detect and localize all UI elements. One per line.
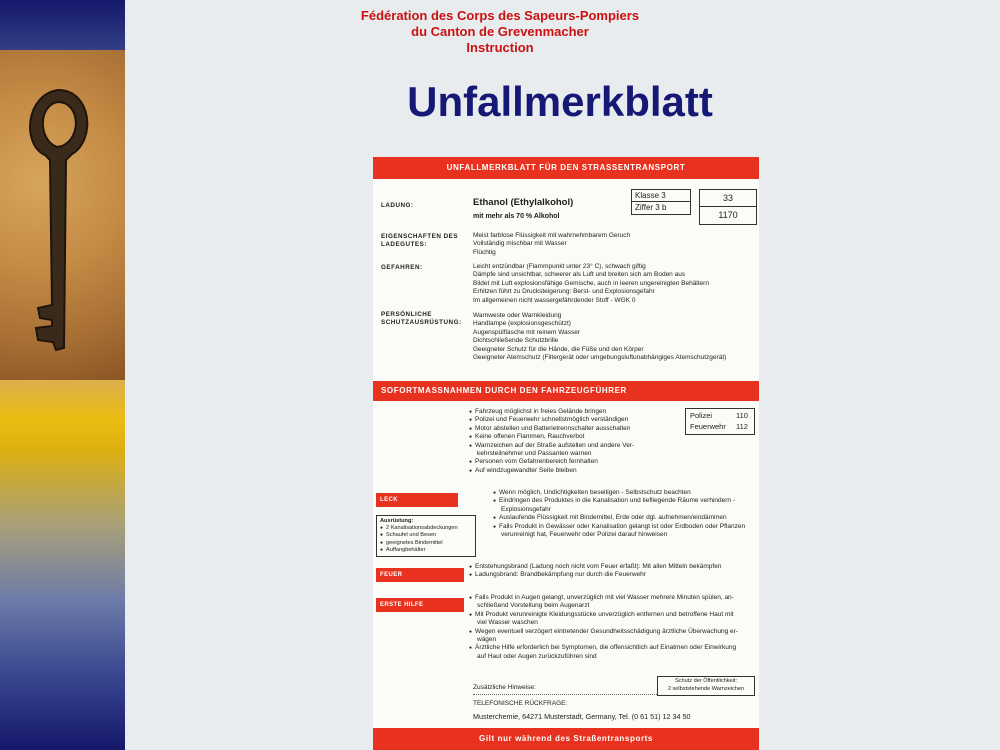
psa-label-2: SCHUTZAUSRÜSTUNG: (381, 319, 462, 326)
hilfe-line: ● Mit Produkt verunreinigte Kleidungsstücke unverzüglich entfernen und betroffene Haut mit (469, 611, 738, 619)
psa-line: Warnweste oder Warnkleidung (473, 312, 562, 319)
emergency-numbers-box (685, 408, 755, 435)
eig-line: Vollständig mischbar mit Wasser (473, 240, 567, 248)
gef-line: Erhitzen führt zu Drucksteigerung: Berst- und Explosionsgefahr (473, 288, 655, 296)
gef-label: GEFAHREN: (381, 264, 423, 271)
sofort-line: ● Auf windzugewandter Seite bleiben (469, 467, 634, 475)
sofort-line: ● Fahrzeug möglichst in freies Gelände bringen (469, 408, 634, 416)
psa-label-1: PERSÖNLICHE (381, 311, 432, 318)
schutz-box (657, 676, 755, 696)
leck-line: ● Eindringen des Produktes in die Kanalisation und tiefliegende Räume verhindern - (493, 497, 745, 505)
key-photo (0, 50, 125, 380)
psa-line: Handlampe (explosionsgeschützt) (473, 320, 571, 328)
feuerwehr-label: Feuerwehr (690, 422, 726, 431)
hilfe-line: wägen (477, 636, 497, 644)
sheet-band-top: UNFALLMERKBLATT FÜR DEN STRASSENTRANSPORT (373, 157, 759, 179)
hazard-number: 33 (722, 193, 733, 203)
polizei-label: Polizei (690, 411, 713, 420)
federation-line-1: Fédération des Corps des Sapeurs-Pompiers (360, 8, 640, 23)
psa-line: Geeigneter Schutz für die Hände, die Füße und den Körper (473, 345, 644, 353)
hilfe-line: auf Haut oder Augen zurückzuführen sind (477, 652, 597, 660)
psa-line: Dichtschließende Schutzbrille (473, 337, 559, 345)
eig-line: Meist farblose Flüssigkeit mit wahrnehmbarem Geruch (473, 232, 631, 239)
ausruestung-line: ● geeignetes Bindemittel (380, 540, 458, 547)
hilfe-line: ● Falls Produkt in Augen gelangt, unverzüglich mit viel Wasser mehrere Minuten spülen, an- (469, 594, 738, 602)
hilfe-line: viel Wasser waschen (477, 619, 538, 627)
tel-label: TELEFONISCHE RÜCKFRAGE: (473, 700, 568, 707)
sofort-line: ● Personen vom Gefahrenbereich fernhalten (469, 458, 634, 466)
eig-label-2: LADEGUTES: (381, 241, 427, 248)
gef-line: Im allgemeinen nicht wassergefährdender Stoff - WGK 0 (473, 296, 636, 304)
leck-line: Explosionsgefahr (501, 505, 551, 513)
ausruestung-title: Ausrüstung: (380, 518, 414, 524)
feuer-line: ● Ladungsbrand: Brandbekämpfung nur durch die Feuerwehr (469, 571, 721, 579)
polizei-number: 110 (736, 411, 748, 420)
ladung-sub: mit mehr als 70 % Alkohol (473, 213, 560, 220)
sofort-line: ● Polizei und Feuerwehr schnellstmöglich verständigen (469, 416, 634, 424)
hilfe-line: ● Ärztliche Hilfe erforderlich bei Symptomen, die offensichtlich auf Einatmen oder Einwirkung (469, 644, 738, 652)
gef-line: Bildet mit Luft explosionsfähige Gemische, auch in leeren ungereinigten Behältern (473, 279, 709, 287)
eig-label-1: EIGENSCHAFTEN DES (381, 233, 459, 240)
feuer-line: ● Entstehungsbrand (Ladung noch nicht vom Feuer erfaßt): Mit allen Mitteln bekämpfen (469, 563, 721, 571)
sofort-line: ● Keine offenen Flammen, Rauchverbot (469, 433, 634, 441)
key-icon (0, 50, 125, 380)
ladung-label: LADUNG: (381, 202, 414, 209)
un-number: 1170 (718, 210, 738, 220)
sheet-band-mid: SOFORTMASSNAHMEN DURCH DEN FAHRZEUGFÜHRER (373, 381, 759, 401)
hilfe-line: ● Wegen eventuell verzögert eintretender Gesundheitsschädigung ärztliche Überwachung er- (469, 628, 738, 636)
sofort-line: kehrsteilnehmer und Passanten warnen (477, 450, 592, 458)
klasse-text: Klasse 3 (635, 191, 666, 200)
schutz-line-1: Schutz der Öffentlichkeit: (674, 678, 738, 684)
gef-line: Dämpfe sind unsichtbar, schwerer als Luft und breiten sich am Boden aus (473, 271, 686, 279)
ziffer-text: Ziffer 3 b (635, 203, 667, 212)
federation-line-3: Instruction (466, 40, 534, 55)
psa-line: Geeigneter Atemschutz (Filtergerät oder umgebungsluftunabhängiges Atemschutzgerät) (473, 354, 727, 362)
class-box (631, 189, 691, 215)
sofort-line: ● Warnzeichen auf der Straße aufstellen und andere Ver- (469, 442, 634, 450)
sheet-band-bottom: Gilt nur während des Straßentransports (373, 728, 759, 750)
erste-hilfe-label: ERSTE HILFE (376, 598, 464, 612)
ausruestung-line: ● 2 Kanalisationsabdeckungen (380, 525, 458, 532)
eig-line: Flüchtig (473, 248, 496, 256)
ausruestung-line: ● Auffangbehälter (380, 547, 458, 554)
gef-line: Leicht entzündbar (Flammpunkt unter 23° C), schwach giftig (473, 263, 646, 270)
hilfe-line: schließend Vorstellung beim Augenarzt (477, 602, 590, 610)
federation-line-2: du Canton de Grevenmacher (411, 24, 589, 39)
psa-line: Augenspülflasche mit reinem Wasser (473, 328, 581, 336)
leck-line: ● Falls Produkt in Gewässer oder Kanalisation gelangt ist oder Erdboden oder Pflanzen (493, 523, 745, 531)
feuer-label: FEUER (376, 568, 464, 582)
tel-line: Musterchemie, 64271 Musterstadt, Germany, Tel. (0 61 51) 12 34 50 (473, 712, 691, 721)
page-title: Unfallmerkblatt (407, 78, 713, 125)
accident-sheet (373, 157, 759, 750)
leck-line: ● Wenn möglich, Undichtigkeiten beseitigen - Selbstschutz beachten (493, 489, 745, 497)
hazard-code-box (699, 189, 757, 225)
zusatz-label: Zusätzliche Hinweise: (473, 684, 536, 691)
sofort-line: ● Motor abstellen und Batterietrennschalter ausschalten (469, 425, 634, 433)
feuerwehr-number: 112 (736, 422, 748, 431)
schutz-line-2: 2 selbststehende Warnzeichen (667, 686, 745, 692)
ladung-name: Ethanol (Ethylalkohol) (473, 197, 574, 208)
leck-line: ● Auslaufende Flüssigkeit mit Bindemittel, Erde oder dgl. aufnehmen/eindämmen (493, 514, 745, 522)
ausruestung-box (376, 515, 476, 557)
leck-label: LECK (376, 493, 458, 507)
ausruestung-line: ● Schaufel und Besen (380, 532, 458, 539)
leck-line: verunreinigt hat, Feuerwehr oder Polizei darauf hinweisen (501, 531, 668, 539)
